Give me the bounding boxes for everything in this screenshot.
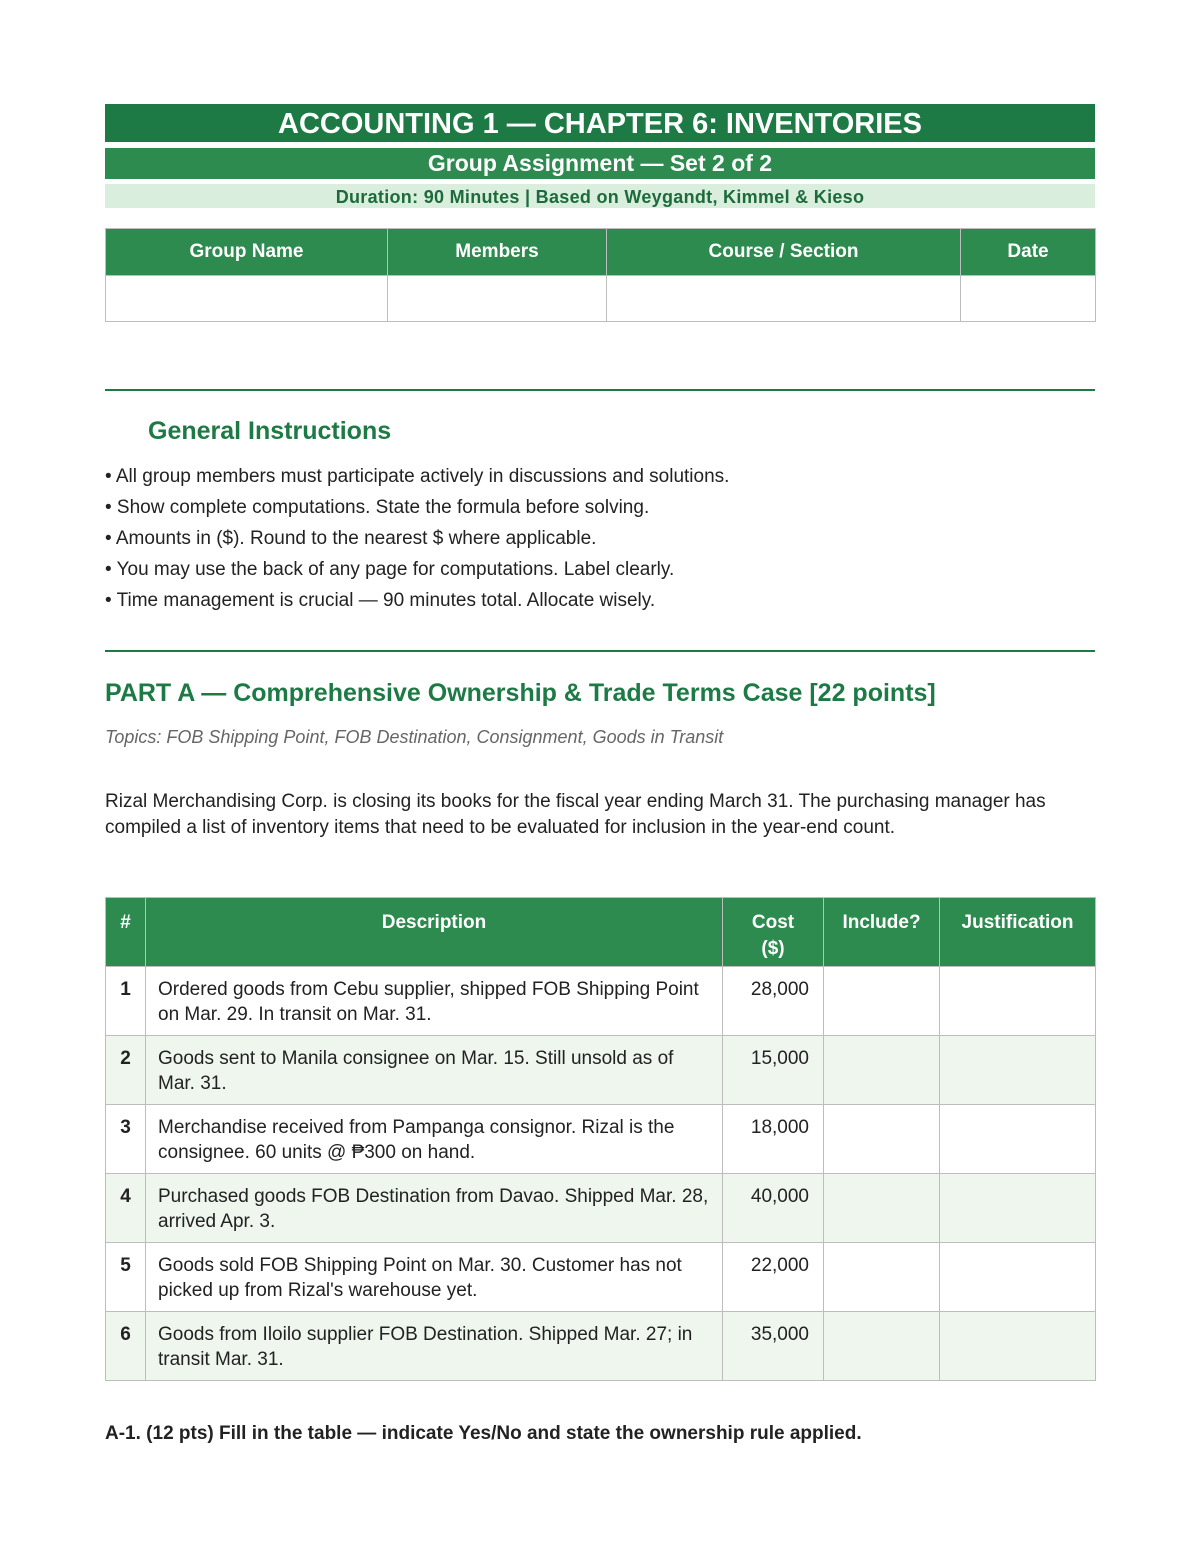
row-justification-field[interactable]	[940, 1312, 1096, 1381]
course-section-header: Course / Section	[607, 229, 961, 276]
row-justification-field[interactable]	[940, 1243, 1096, 1312]
document-subtitle: Group Assignment — Set 2 of 2	[105, 148, 1095, 179]
row-description: Goods from Iloilo supplier FOB Destination. Shipped Mar. 27; in transit Mar. 31.	[146, 1312, 723, 1381]
row-number: 5	[106, 1243, 146, 1312]
table-header-row	[106, 898, 1096, 967]
row-description: Purchased goods FOB Destination from Davao. Shipped Mar. 28, arrived Apr. 3.	[146, 1174, 723, 1243]
col-header-description: Description	[146, 898, 723, 967]
col-header-include: Include?	[824, 898, 940, 967]
col-header-cost: Cost ($)	[723, 898, 824, 967]
table-row	[106, 1243, 1096, 1312]
group-info-table	[105, 228, 1096, 322]
table-row	[106, 1036, 1096, 1105]
section-divider	[105, 389, 1095, 391]
part-a-title: PART A — Comprehensive Ownership & Trade Terms Case [22 points]	[105, 679, 936, 707]
instructions-title: General Instructions	[148, 417, 392, 445]
row-number: 3	[106, 1105, 146, 1174]
row-include-field[interactable]	[824, 1105, 940, 1174]
document-meta: Duration: 90 Minutes | Based on Weygandt, Kimmel & Kieso	[105, 184, 1095, 208]
instruction-item: • Show complete computations. State the formula before solving.	[105, 497, 650, 518]
row-description: Merchandise received from Pampanga consignor. Rizal is the consignee. 60 units @ ₱300 on hand.	[146, 1105, 723, 1174]
row-cost: 22,000	[723, 1243, 824, 1312]
row-cost: 15,000	[723, 1036, 824, 1105]
row-justification-field[interactable]	[940, 967, 1096, 1036]
section-divider	[105, 650, 1095, 652]
row-description: Ordered goods from Cebu supplier, shipped FOB Shipping Point on Mar. 29. In transit on Mar. 31.	[146, 967, 723, 1036]
row-cost: 40,000	[723, 1174, 824, 1243]
row-number: 2	[106, 1036, 146, 1105]
group-name-header: Group Name	[106, 229, 388, 276]
col-header-justification: Justification	[940, 898, 1096, 967]
inventory-items-table	[105, 897, 1096, 1381]
course-section-field[interactable]	[607, 276, 961, 322]
members-header: Members	[388, 229, 607, 276]
worksheet-page	[105, 104, 1095, 1444]
question-a1: A-1. (12 pts) Fill in the table — indicate Yes/No and state the ownership rule applied.	[105, 1423, 862, 1444]
instruction-item: • All group members must participate actively in discussions and solutions.	[105, 466, 730, 487]
instruction-item: • Amounts in ($). Round to the nearest $ where applicable.	[105, 528, 597, 549]
row-description: Goods sold FOB Shipping Point on Mar. 30. Customer has not picked up from Rizal's warehouse yet.	[146, 1243, 723, 1312]
row-cost: 35,000	[723, 1312, 824, 1381]
row-cost: 28,000	[723, 967, 824, 1036]
row-include-field[interactable]	[824, 1036, 940, 1105]
date-field[interactable]	[961, 276, 1096, 322]
row-include-field[interactable]	[824, 967, 940, 1036]
row-number: 1	[106, 967, 146, 1036]
part-a-topics: Topics: FOB Shipping Point, FOB Destination, Consignment, Goods in Transit	[105, 727, 724, 747]
row-include-field[interactable]	[824, 1174, 940, 1243]
date-header: Date	[961, 229, 1096, 276]
instruction-item: • Time management is crucial — 90 minutes total. Allocate wisely.	[105, 590, 656, 611]
row-include-field[interactable]	[824, 1243, 940, 1312]
instruction-item: • You may use the back of any page for computations. Label clearly.	[105, 559, 675, 580]
row-justification-field[interactable]	[940, 1036, 1096, 1105]
group-name-field[interactable]	[106, 276, 388, 322]
table-row	[106, 967, 1096, 1036]
instructions-list	[105, 464, 729, 619]
row-include-field[interactable]	[824, 1312, 940, 1381]
table-row	[106, 1105, 1096, 1174]
table-row	[106, 1174, 1096, 1243]
document-title: ACCOUNTING 1 — CHAPTER 6: INVENTORIES	[105, 104, 1095, 142]
col-header-number: #	[106, 898, 146, 967]
table-row	[106, 1312, 1096, 1381]
row-description: Goods sent to Manila consignee on Mar. 15. Still unsold as of Mar. 31.	[146, 1036, 723, 1105]
row-cost: 18,000	[723, 1105, 824, 1174]
part-a-intro: Rizal Merchandising Corp. is closing its books for the fiscal year ending March 31. The purchasing manager has compiled a list of inventory items that need to be evaluated for inclusion in the year-end count.	[105, 791, 1046, 838]
row-number: 6	[106, 1312, 146, 1381]
members-field[interactable]	[388, 276, 607, 322]
row-justification-field[interactable]	[940, 1174, 1096, 1243]
row-number: 4	[106, 1174, 146, 1243]
row-justification-field[interactable]	[940, 1105, 1096, 1174]
